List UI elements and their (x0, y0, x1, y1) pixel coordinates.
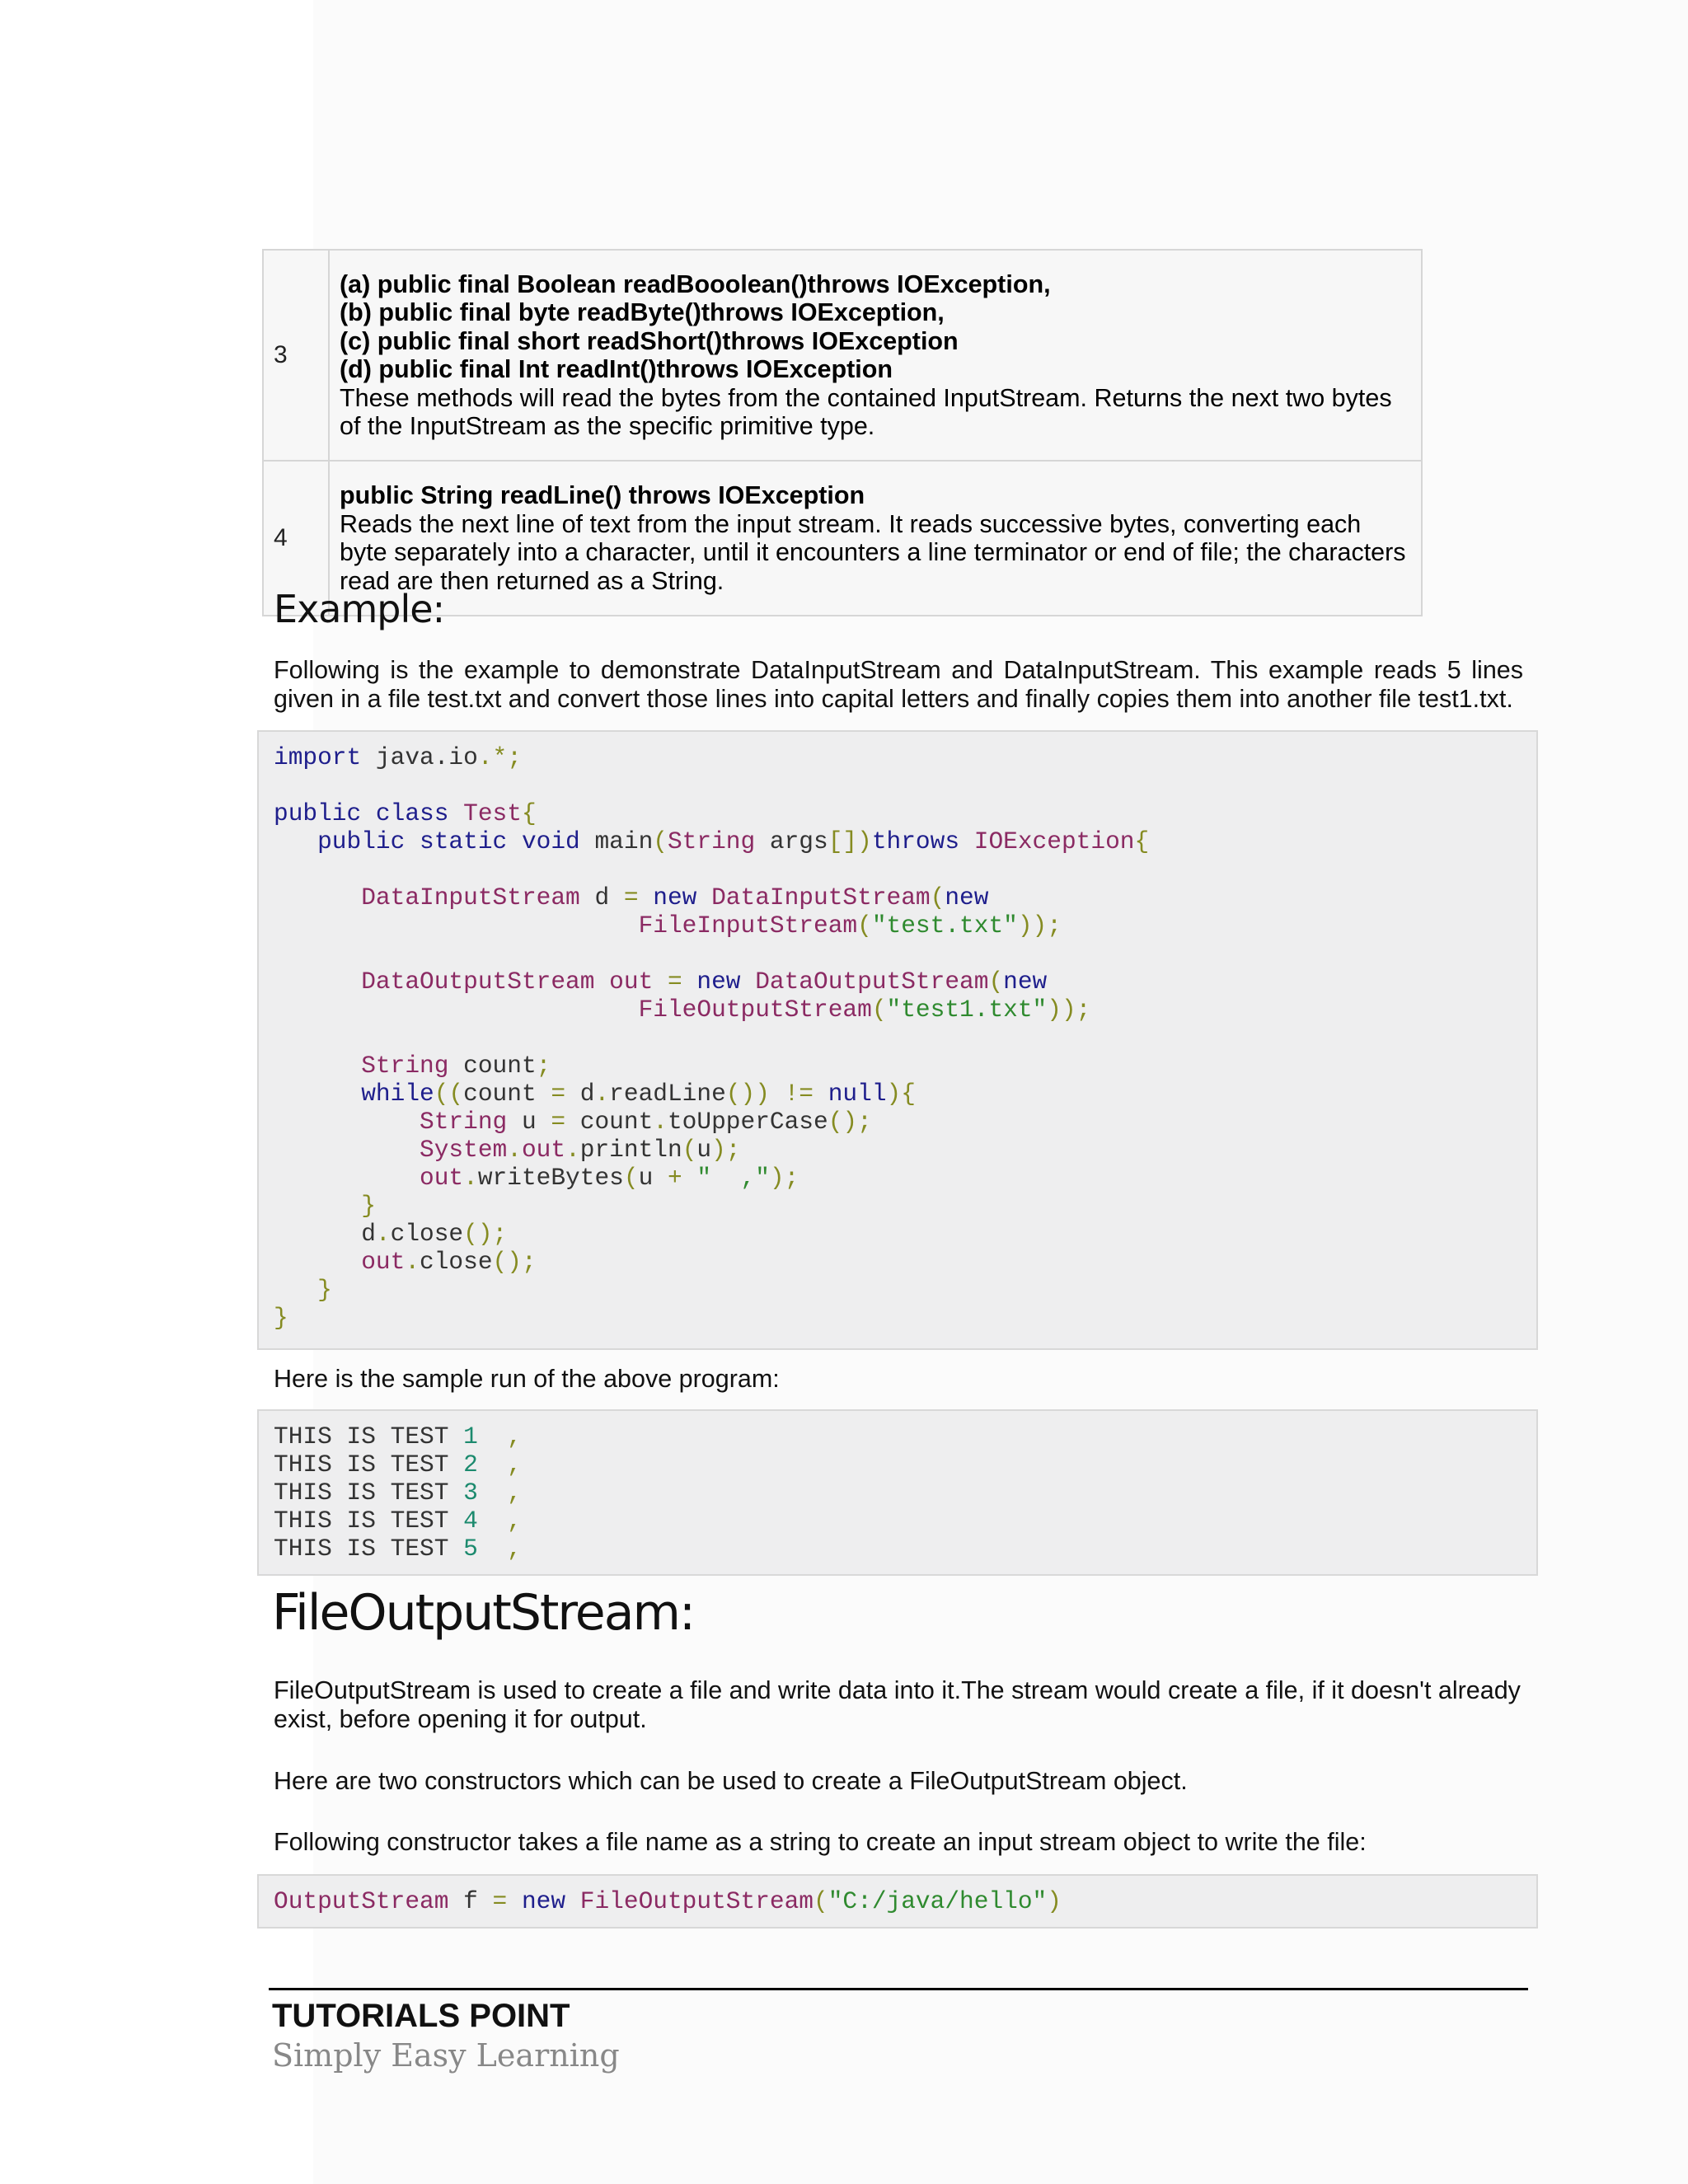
footer-divider (269, 1988, 1528, 1990)
row-description-cell (329, 461, 1422, 616)
code-line: String count; (361, 1052, 551, 1080)
sample-run-intro: Here is the sample run of the above program: (274, 1365, 780, 1393)
code-line: } (274, 1304, 288, 1332)
code-line (274, 771, 1536, 799)
example-code-block (257, 730, 1538, 1350)
sample-output (259, 1422, 1536, 1563)
constructor-code (259, 1887, 1536, 1915)
code-line: DataInputStream d = new DataInputStream(new (361, 883, 989, 912)
code-line: THIS IS TEST 1 , (274, 1422, 522, 1451)
row-number: 3 (263, 250, 329, 461)
code-line: public class Test{ (274, 799, 537, 827)
method-description: Reads the next line of text from the input stream. It reads successive bytes, converting each byte separately into a character, until it encounters a line terminator or end of file; the characters read are then returned as a String. (340, 509, 1406, 595)
constructors-intro: Here are two constructors which can be used to create a FileOutputStream object. (274, 1767, 1188, 1795)
code-line (274, 855, 1536, 883)
code-line: System.out.println(u); (420, 1136, 741, 1164)
example-intro: Following is the example to demonstrate DataInputStream and DataInputStream. This example reads 5 lines given in a file test.txt and convert those lines into capital letters and finally copies them into another file test1.txt. (274, 656, 1523, 713)
code-line: while((count = d.readLine()) != null){ (361, 1080, 916, 1108)
method-signature: public String readLine() throws IOException (340, 481, 865, 509)
example-code (259, 743, 1536, 1332)
method-signature: (d) public final Int readInt()throws IOException (340, 355, 893, 383)
code-line: THIS IS TEST 4 , (274, 1507, 522, 1535)
constructor-code-block (257, 1874, 1538, 1929)
code-line (274, 940, 1536, 968)
code-line: OutputStream f = new FileOutputStream("C:/java/hello") (274, 1887, 1062, 1915)
code-line: out.close(); (361, 1248, 537, 1276)
code-line: } (361, 1192, 376, 1220)
sample-output-block (257, 1409, 1538, 1576)
code-line: public static void main(String args[])throws IOException{ (317, 827, 1150, 855)
code-line: out.writeBytes(u + " ,"); (420, 1164, 799, 1192)
row-number: 4 (263, 461, 329, 616)
code-line: DataOutputStream out = new DataOutputStream(new (361, 968, 1048, 996)
footer-tagline: Simply Easy Learning (272, 2037, 620, 2074)
code-line: d.close(); (274, 1220, 508, 1248)
method-signature: (c) public final short readShort()throws IOException (340, 326, 959, 355)
code-line: THIS IS TEST 2 , (274, 1451, 522, 1479)
code-line: FileOutputStream("test1.txt")); (638, 996, 1091, 1024)
fileoutputstream-heading: FileOutputStream: (272, 1584, 695, 1642)
methods-table (262, 249, 1423, 616)
footer-brand: TUTORIALS POINT (272, 1998, 570, 2034)
code-line: } (317, 1276, 332, 1304)
method-signature: (b) public final byte readByte()throws IOException, (340, 298, 945, 326)
method-description: These methods will read the bytes from the contained InputStream. Returns the next two bytes of the InputStream as the specific primitive type. (340, 383, 1392, 440)
method-signature: (a) public final Boolean readBooolean()throws IOException, (340, 269, 1051, 298)
table-row (263, 250, 1422, 461)
code-line: THIS IS TEST 3 , (274, 1479, 522, 1507)
code-line: String u = count.toUpperCase(); (420, 1108, 872, 1136)
code-line: THIS IS TEST 5 , (274, 1535, 522, 1563)
code-line: import java.io.*; (274, 743, 522, 771)
code-line (274, 1024, 1536, 1052)
example-heading: Example: (274, 587, 445, 631)
code-line: FileInputStream("test.txt")); (638, 912, 1062, 940)
fileoutputstream-description: FileOutputStream is used to create a file and write data into it.The stream would create a file, if it doesn't already exist, before opening it for output. (274, 1676, 1521, 1733)
row-description-cell (329, 250, 1422, 461)
constructor-description: Following constructor takes a file name as a string to create an input stream object to write the file: (274, 1828, 1367, 1856)
